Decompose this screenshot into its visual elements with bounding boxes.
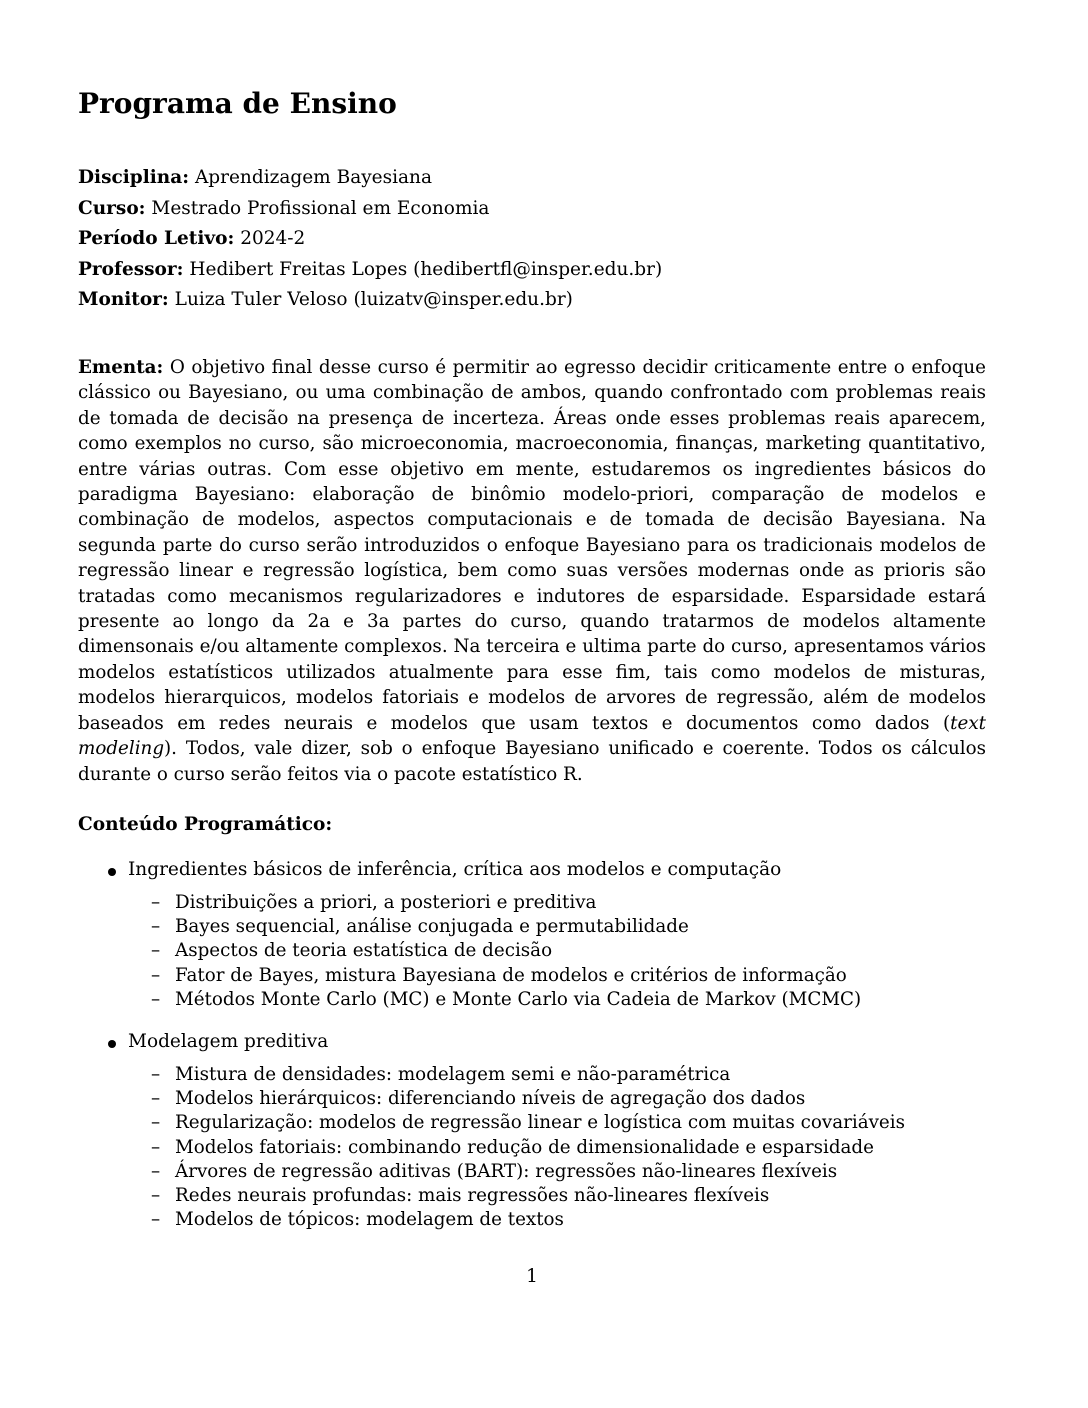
- dash-icon: –: [151, 892, 161, 913]
- professor-value: Hedibert Freitas Lopes (hedibertfl@insper.edu.br): [189, 258, 663, 280]
- list-item: [78, 1184, 986, 1208]
- list-item: [78, 1160, 986, 1184]
- dash-icon: –: [151, 1088, 161, 1110]
- list-item: [78, 915, 986, 939]
- dash-icon: –: [151, 1185, 161, 1207]
- topic-title-text: Modelagem preditiva: [128, 1031, 329, 1052]
- dash-icon: –: [151, 964, 161, 986]
- list-item-text: Distribuições a priori, a posteriori e preditiva: [175, 892, 597, 913]
- list-item: [78, 1136, 986, 1160]
- periodo-label: Período Letivo:: [78, 228, 235, 249]
- curso-label: Curso:: [78, 197, 146, 219]
- list-item: [78, 1063, 986, 1087]
- list-item: [78, 891, 986, 915]
- list-item-text: Mistura de densidades: modelagem semi e não-paramétrica: [175, 1064, 731, 1085]
- periodo-value: 2024-2: [240, 228, 306, 249]
- topic-title: [78, 1029, 986, 1055]
- page-title: Programa de Ensino: [78, 87, 397, 120]
- dash-icon: –: [151, 916, 161, 938]
- subitem-list: [78, 891, 986, 1012]
- dash-icon: –: [151, 940, 161, 962]
- ementa-paragraph: [78, 355, 986, 787]
- list-item: [78, 1208, 986, 1232]
- list-item: [78, 988, 986, 1012]
- list-item-text: Modelos fatoriais: combinando redução de dimensionalidade e esparsidade: [175, 1136, 874, 1158]
- monitor-value: Luiza Tuler Veloso (luizatv@insper.edu.br): [174, 289, 573, 310]
- list-item-text: Redes neurais profundas: mais regressões não-lineares flexíveis: [175, 1185, 770, 1207]
- list-item-text: Árvores de regressão aditivas (BART): regressões não-lineares flexíveis: [175, 1160, 838, 1182]
- list-item: [78, 939, 986, 963]
- list-item-text: Bayes sequencial, análise conjugada e permutabilidade: [175, 916, 689, 938]
- ementa-text-end: ). Todos, vale dizer, sob o enfoque Bayesiano unificado e coerente. Todos os cálculos durante o curso serão feitos via o pacote estatístico R.: [78, 738, 986, 785]
- disciplina-value: Aprendizagem Bayesiana: [194, 167, 433, 188]
- dash-icon: –: [151, 988, 161, 1010]
- ementa-emphasis: text modeling: [78, 712, 986, 760]
- list-item-text: Modelos hierárquicos: diferenciando níveis de agregação dos dados: [175, 1088, 806, 1110]
- topic-ingredientes: [78, 857, 986, 1012]
- list-item-text: Fator de Bayes, mistura Bayesiana de modelos e critérios de informação: [175, 964, 847, 986]
- conteudo-heading: Conteúdo Programático:: [78, 814, 333, 835]
- list-item-text: Aspectos de teoria estatística de decisão: [175, 940, 553, 962]
- dash-icon: –: [151, 1209, 161, 1231]
- disciplina-line: [78, 163, 986, 194]
- bullet-icon: [108, 868, 116, 876]
- list-item: [78, 1111, 986, 1135]
- monitor-label: Monitor:: [78, 289, 169, 310]
- professor-label: Professor:: [78, 258, 184, 280]
- list-item: [78, 1087, 986, 1111]
- page-number: 1: [526, 1266, 538, 1287]
- subitem-list: [78, 1063, 986, 1232]
- list-item: [78, 964, 986, 988]
- professor-line: [78, 255, 986, 286]
- curso-value: Mestrado Profissional em Economia: [151, 197, 490, 219]
- list-item-text: Modelos de tópicos: modelagem de textos: [175, 1209, 564, 1231]
- ementa-text: O objetivo final desse curso é permitir ao egresso decidir criticamente entre o enfoque clássico ou Bayesiano, ou uma combinação de ambos, quando confrontado com problemas reais de tomada de decisão na presença de incerteza. Áreas onde esses problemas reais aparecem, como exemplos no curso, são microeconomia, macroeconomia, finanças, marketing quantitativo, entre várias outras. Com esse objetivo em mente, estudaremos os ingredientes básicos do paradigma Bayesiano: elaboração de binômio modelo-priori, comparação de modelos e combinação de modelos, aspectos computacionais e de tomada de decisão Bayesiana. Na segunda parte do curso serão introduzidos o enfoque Bayesiano para os tradicionais modelos de regressão linear e regressão logística, bem como suas versões modernas onde as prioris são tratadas como mecanismos regularizadores e indutores de esparsidade. Esparsidade estará presente ao longo da 2a e 3a partes do curso, quando tratarmos de modelos altamente dimensonais e/ou altamente complexos. Na terceira e ultima parte do curso, apresentamos vários modelos estatísticos utilizados atualmente para esse fim, tais como modelos de misturas, modelos hierarquicos, modelos fatoriais e modelos de arvores de regressão, além de modelos baseados em redes neurais e modelos que usam textos e documentos como dados (: [78, 357, 986, 734]
- disciplina-label: Disciplina:: [78, 167, 190, 188]
- dash-icon: –: [151, 1112, 161, 1134]
- dash-icon: –: [151, 1160, 161, 1182]
- topic-modelagem-preditiva: [78, 1029, 986, 1232]
- course-info: [78, 163, 986, 316]
- dash-icon: –: [151, 1136, 161, 1158]
- periodo-line: [78, 224, 986, 255]
- topic-title: [78, 857, 986, 883]
- dash-icon: –: [151, 1064, 161, 1085]
- bullet-icon: [108, 1040, 116, 1048]
- topic-title-text: Ingredientes básicos de inferência, crítica aos modelos e computação: [128, 859, 782, 880]
- curso-line: [78, 194, 986, 225]
- ementa-label: Ementa:: [78, 357, 164, 378]
- monitor-line: [78, 285, 986, 316]
- list-item-text: Métodos Monte Carlo (MC) e Monte Carlo via Cadeia de Markov (MCMC): [175, 988, 862, 1010]
- list-item-text: Regularização: modelos de regressão linear e logística com muitas covariáveis: [175, 1112, 905, 1134]
